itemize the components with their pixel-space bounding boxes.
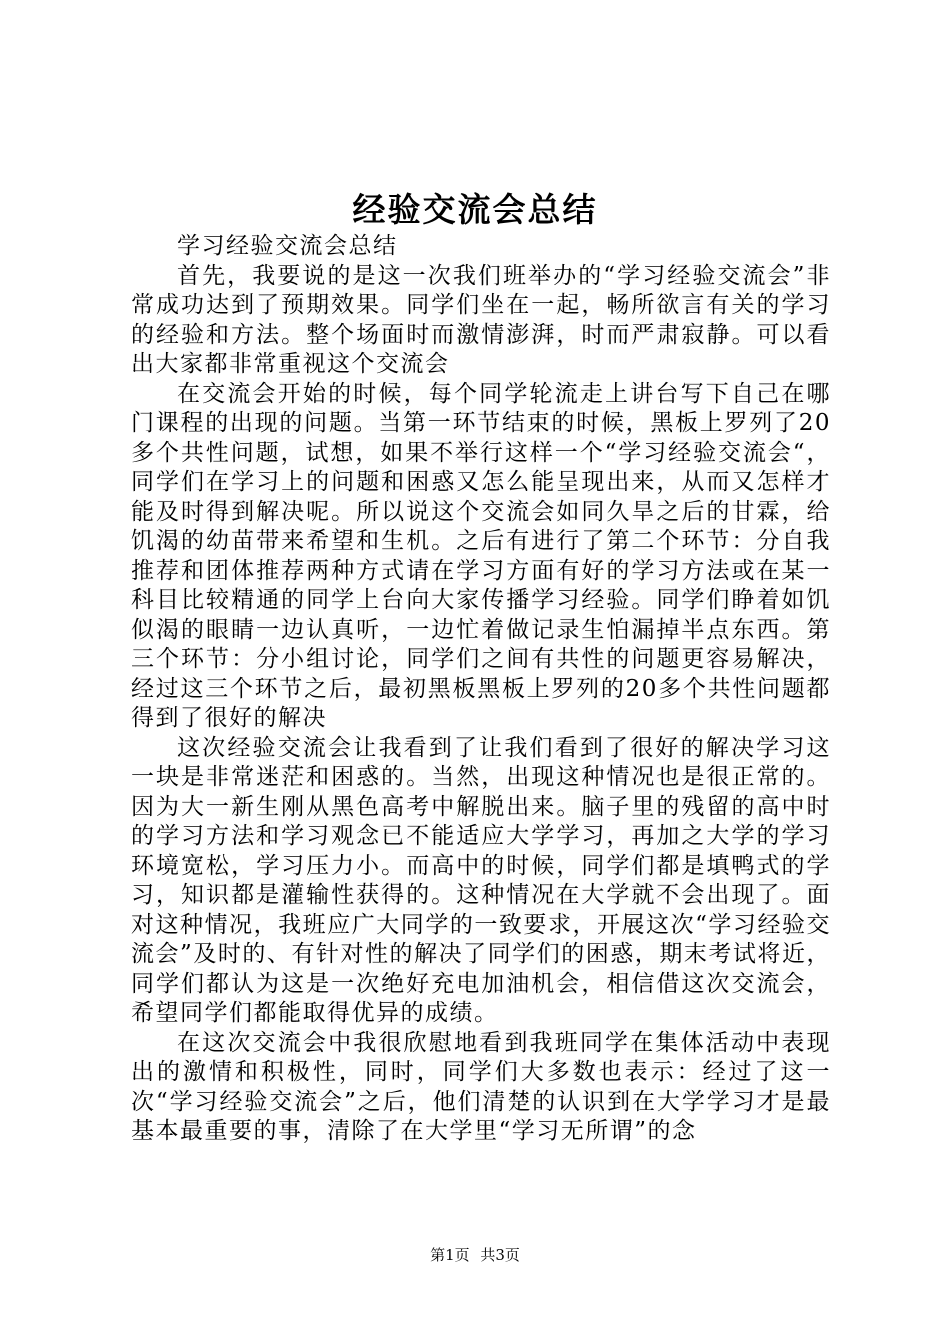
body-paragraph: 首先，我要说的是这一次我们班举办的“学习经验交流会”非常成功达到了预期效果。同学们坐在一起，畅所欲言有关的学习的经验和方法。整个场面时而激情澎湃，时而严肃寂静。可以看出大家都非常重视这个交流会 (131, 262, 831, 377)
page-footer (0, 1244, 950, 1265)
subtitle-paragraph: 学习经验交流会总结 (177, 233, 398, 259)
body-paragraph: 这次经验交流会让我看到了让我们看到了很好的解决学习这一块是非常迷茫和困惑的。当然，出现这种情况也是很正常的。因为大一新生刚从黑色高考中解脱出来。脑子里的残留的高中时的学习方法和学习观念已不能适应大学学习，再加之大学的学习环境宽松，学习压力小。而高中的时候，同学们都是填鸭式的学习，知识都是灌输性获得的。这种情况在大学就不会出现了。面对这种情况，我班应广大同学的一致要求，开展这次“学习经验交流会”及时的、有针对性的解决了同学们的困惑，期末考试将近，同学们都认为这是一次绝好充电加油机会，相信借这次交流会，希望同学们都能取得优异的成绩。 (131, 734, 831, 1026)
page-total: 共3页 (480, 1246, 520, 1264)
document-body (131, 232, 831, 1147)
body-paragraph: 在交流会开始的时候，每个同学轮流走上讲台写下自己在哪门课程的出现的问题。当第一环节结束的时候，黑板上罗列了20多个共性问题，试想，如果不举行这样一个“学习经验交流会“，同学们在学习上的问题和困惑又怎么能呈现出来，从而又怎样才能及时得到解决呢。所以说这个交流会如同久旱之后的甘霖，给饥渴的幼苗带来希望和生机。之后有进行了第二个环节：分自我推荐和团体推荐两种方式请在学习方面有好的学习方法或在某一科目比较精通的同学上台向大家传播学习经验。同学们睁着如饥似渴的眼睛一边认真听，一边忙着做记录生怕漏掉半点东西。第三个环节：分小组讨论，同学们之间有共性的问题更容易解决，经过这三个环节之后，最初黑板黑板上罗列的20多个共性问题都得到了很好的解决 (131, 380, 831, 731)
document-title: 经验交流会总结 (352, 190, 598, 229)
body-paragraph: 在这次交流会中我很欣慰地看到我班同学在集体活动中表现出的激情和积极性，同时，同学们大多数也表示：经过了这一次“学习经验交流会”之后，他们清楚的认识到在大学学习才是最基本最重要的事，清除了在大学里“学习无所谓”的念 (131, 1029, 831, 1144)
page-number: 第1页 (430, 1246, 470, 1264)
